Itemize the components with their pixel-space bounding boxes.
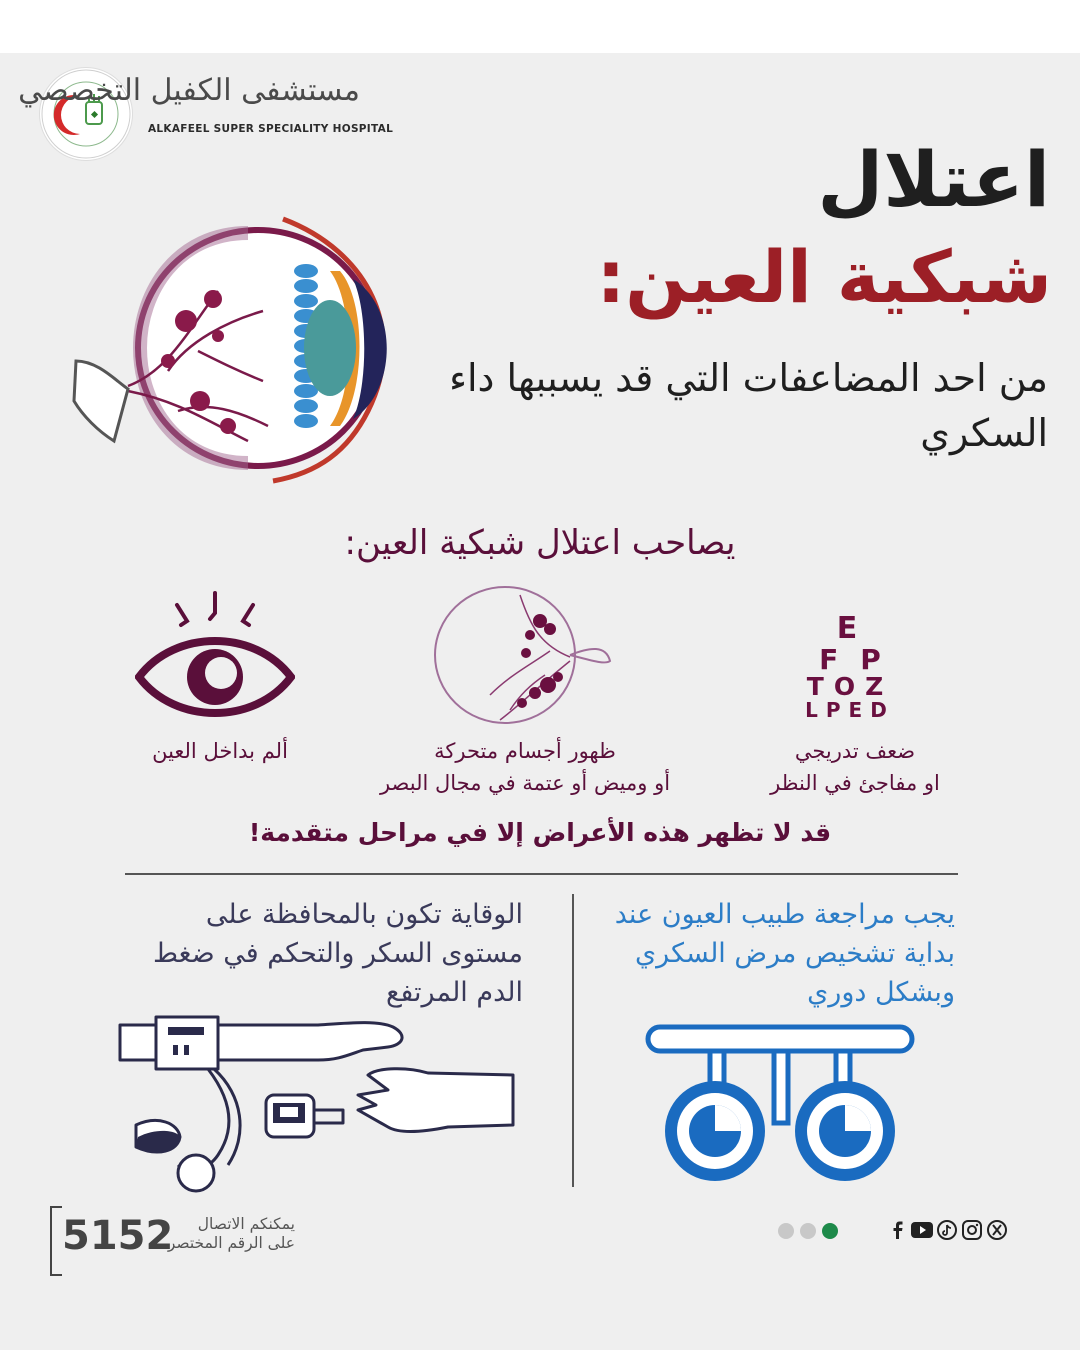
symptom-floaters-line-1: ظهور أجسام متحركة (434, 739, 616, 763)
warning-text: قد لا تظهر هذه الأعراض إلا في مراحل متقدمة! (248, 818, 832, 847)
hospital-name-english: ALKAFEEL SUPER SPECIALITY HOSPITAL (148, 123, 394, 135)
retina-icon (430, 585, 620, 735)
phone-number[interactable]: 5152 (62, 1213, 174, 1259)
facebook-icon[interactable] (886, 1219, 908, 1241)
infographic-page (0, 53, 1080, 1350)
page-dot-2 (800, 1223, 816, 1239)
contact-line-2: على الرقم المختصر (167, 1234, 295, 1253)
eye-anatomy-illustration (68, 211, 408, 486)
symptom-vision-label (740, 736, 970, 799)
symptom-floaters-line-2: أو وميض أو عتمة في مجال البصر (379, 770, 671, 795)
social-icons (886, 1219, 1008, 1241)
symptom-vision-line-1: ضعف تدريجي (794, 739, 916, 763)
chart-row-3: TOZ (806, 671, 894, 701)
chart-row-2: FP (819, 642, 903, 676)
blood-pressure-glucose-icon (118, 1015, 538, 1200)
chart-row-4: LPED (805, 698, 895, 723)
contact-line-1: يمكنكم الاتصال (197, 1215, 295, 1233)
trial-frame-glasses-icon (640, 1023, 920, 1188)
page-dot-1 (778, 1223, 794, 1239)
tiktok-icon[interactable] (936, 1219, 958, 1241)
instagram-icon[interactable] (961, 1219, 983, 1241)
footer-bracket (50, 1206, 62, 1276)
title-line-1: اعتلال (817, 135, 1050, 224)
prevention-text: الوقاية تكون بالمحافظة على مستوى السكر والتحكم في ضغط الدم المرتفع (153, 899, 523, 1009)
title-line-2: شبكية العين: (596, 235, 1052, 319)
chart-row-1: E (836, 611, 864, 646)
page-dot-3 (822, 1223, 838, 1239)
symptom-floaters-label (330, 736, 720, 799)
vertical-divider (572, 894, 574, 1187)
symptom-pain-label: ألم بداخل العين (152, 739, 288, 763)
eye-pain-icon (135, 589, 295, 729)
symptom-vision-line-2: او مفاجئ في النظر (770, 770, 940, 795)
eye-chart-icon (790, 613, 910, 721)
hospital-name-arabic: مستشفى الكفيل التخصصي (18, 73, 360, 108)
doctor-visit-text: يجب مراجعة طبيب العيون عند بداية تشخيص مرض السكري وبشكل دوري (614, 899, 955, 1009)
x-icon[interactable] (986, 1219, 1008, 1241)
symptoms-heading: يصاحب اعتلال شبكية العين: (344, 523, 736, 563)
youtube-icon[interactable] (911, 1219, 933, 1241)
subtitle: من احد المضاعفات التي قد يسببها داء السكري (449, 356, 1048, 456)
horizontal-divider (125, 873, 958, 875)
contact-text (155, 1215, 295, 1254)
